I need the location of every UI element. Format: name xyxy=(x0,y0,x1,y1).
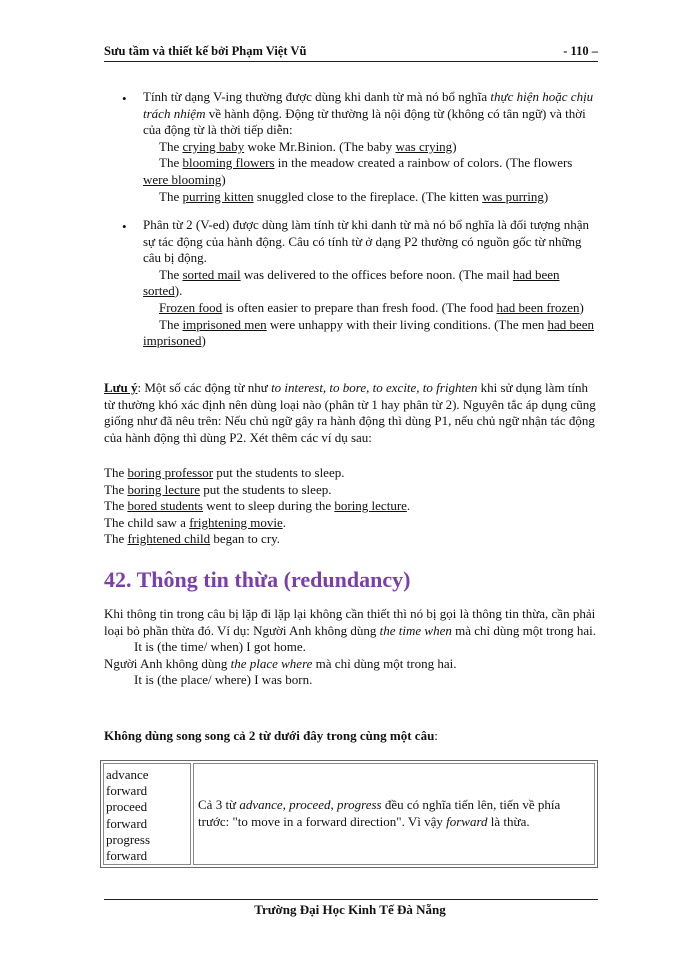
table-word: progress xyxy=(106,831,151,847)
table-word-cell xyxy=(103,763,191,865)
example-line: The purring kitten snuggled close to the fireplace. (The kitten was purring) xyxy=(159,188,549,204)
example-line: The child saw a frightening movie. xyxy=(104,514,286,530)
bullet-ved-adjectives xyxy=(143,217,598,350)
table-word: proceed xyxy=(106,799,148,815)
example-line: The frightened child began to cry. xyxy=(104,531,281,547)
bullet-vin-adjectives xyxy=(143,89,598,205)
table-description-cell xyxy=(193,763,595,865)
example-line: It is (the time/ when) I got home. xyxy=(134,639,306,655)
table-word: forward xyxy=(106,848,148,864)
page-header xyxy=(104,43,598,62)
table-word: advance xyxy=(106,767,149,782)
example-line: The imprisoned men were unhappy with their living conditions. (The men had been imprisoned) xyxy=(143,316,595,349)
note-label: Lưu ý xyxy=(104,380,138,395)
bullet-paragraph: Phân từ 2 (V-ed) được dùng làm tính từ khi danh từ mà nó bổ nghĩa là đối tượng nhận sự tác động của hành động. Câu có tính từ ở dạng P2 thường có nguồn gốc từ những câu bị động. xyxy=(143,217,590,266)
examples-list xyxy=(104,465,600,548)
note-paragraph: Lưu ý: Một số các động từ như to interest, to bore, to excite, to frighten khi sử dụng làm tính từ thường khó xác định nên dùng loại nào (phân từ 1 hay phân từ 2). Nguyên tắc áp dụng cũng giống như đã nêu trên: Nếu chủ ngữ gây ra hành động thì dùng P1, nếu chủ ngữ nhận tác động của hành động thì dùng P2. Xét thêm các ví dụ sau: xyxy=(104,380,596,445)
example-line: The sorted mail was delivered to the offices before noon. (The mail had been sorted). xyxy=(143,266,560,299)
example-line: The boring lecture put the students to sleep. xyxy=(104,481,332,497)
example-line: The bored students went to sleep during the boring lecture. xyxy=(104,498,411,514)
table-description: Cả 3 từ advance, proceed, progress đều có nghĩa tiến lên, tiến về phía trước: "to move in a forward direction". Vì vậy forward là thừa. xyxy=(198,797,561,829)
header-author: Sưu tầm và thiết kế bởi Phạm Việt Vũ xyxy=(104,44,307,58)
redundancy-paragraph: Khi thông tin trong câu bị lặp đi lặp lại không cần thiết thì nó bị gọi là thông tin thừa, cần phải loại bỏ phần thừa đó. Ví dụ: Người Anh không dùng the time when mà chỉ dùng một trong hai. It is (the time/ when) I got home. Người Anh không dùng the place where mà chỉ dùng một trong hai. It is (the place/ where) I was born. xyxy=(104,606,600,689)
example-line: The boring professor put the students to sleep. xyxy=(104,465,345,480)
example-line: Frozen food is often easier to prepare than fresh food. (The food had been frozen) xyxy=(159,299,584,315)
subheading: Không dùng song song cả 2 từ dưới đây trong cùng một câu: xyxy=(104,728,438,743)
example-line: The crying baby woke Mr.Binion. (The baby was crying) xyxy=(159,138,457,154)
redundancy-line: Người Anh không dùng the place where mà chỉ dùng một trong hai. xyxy=(104,655,457,671)
example-line: It is (the place/ where) I was born. xyxy=(134,672,313,688)
bullet-icon: • xyxy=(122,219,127,234)
bullet-paragraph: Tính từ dạng V-ing thường được dùng khi danh từ mà nó bổ nghĩa thực hiện hoặc chịu trách nhiệm về hành động. Động từ thường là nội động từ (không có tân ngữ) và thời của động từ là thời tiếp diễn: xyxy=(143,89,594,138)
table-word: forward xyxy=(106,815,148,831)
redundancy-table xyxy=(100,760,598,868)
bullet-icon: • xyxy=(122,91,127,106)
section-heading: 42. Thông tin thừa (redundancy) xyxy=(104,567,411,592)
table-word: forward xyxy=(106,783,148,799)
example-line: The blooming flowers in the meadow created a rainbow of colors. (The flowers were blooming) xyxy=(143,155,573,187)
footer-rule xyxy=(104,899,598,900)
page-footer: Trường Đại Học Kinh Tế Đà Nẵng xyxy=(254,902,446,917)
header-page-number: - 110 – xyxy=(563,44,598,58)
